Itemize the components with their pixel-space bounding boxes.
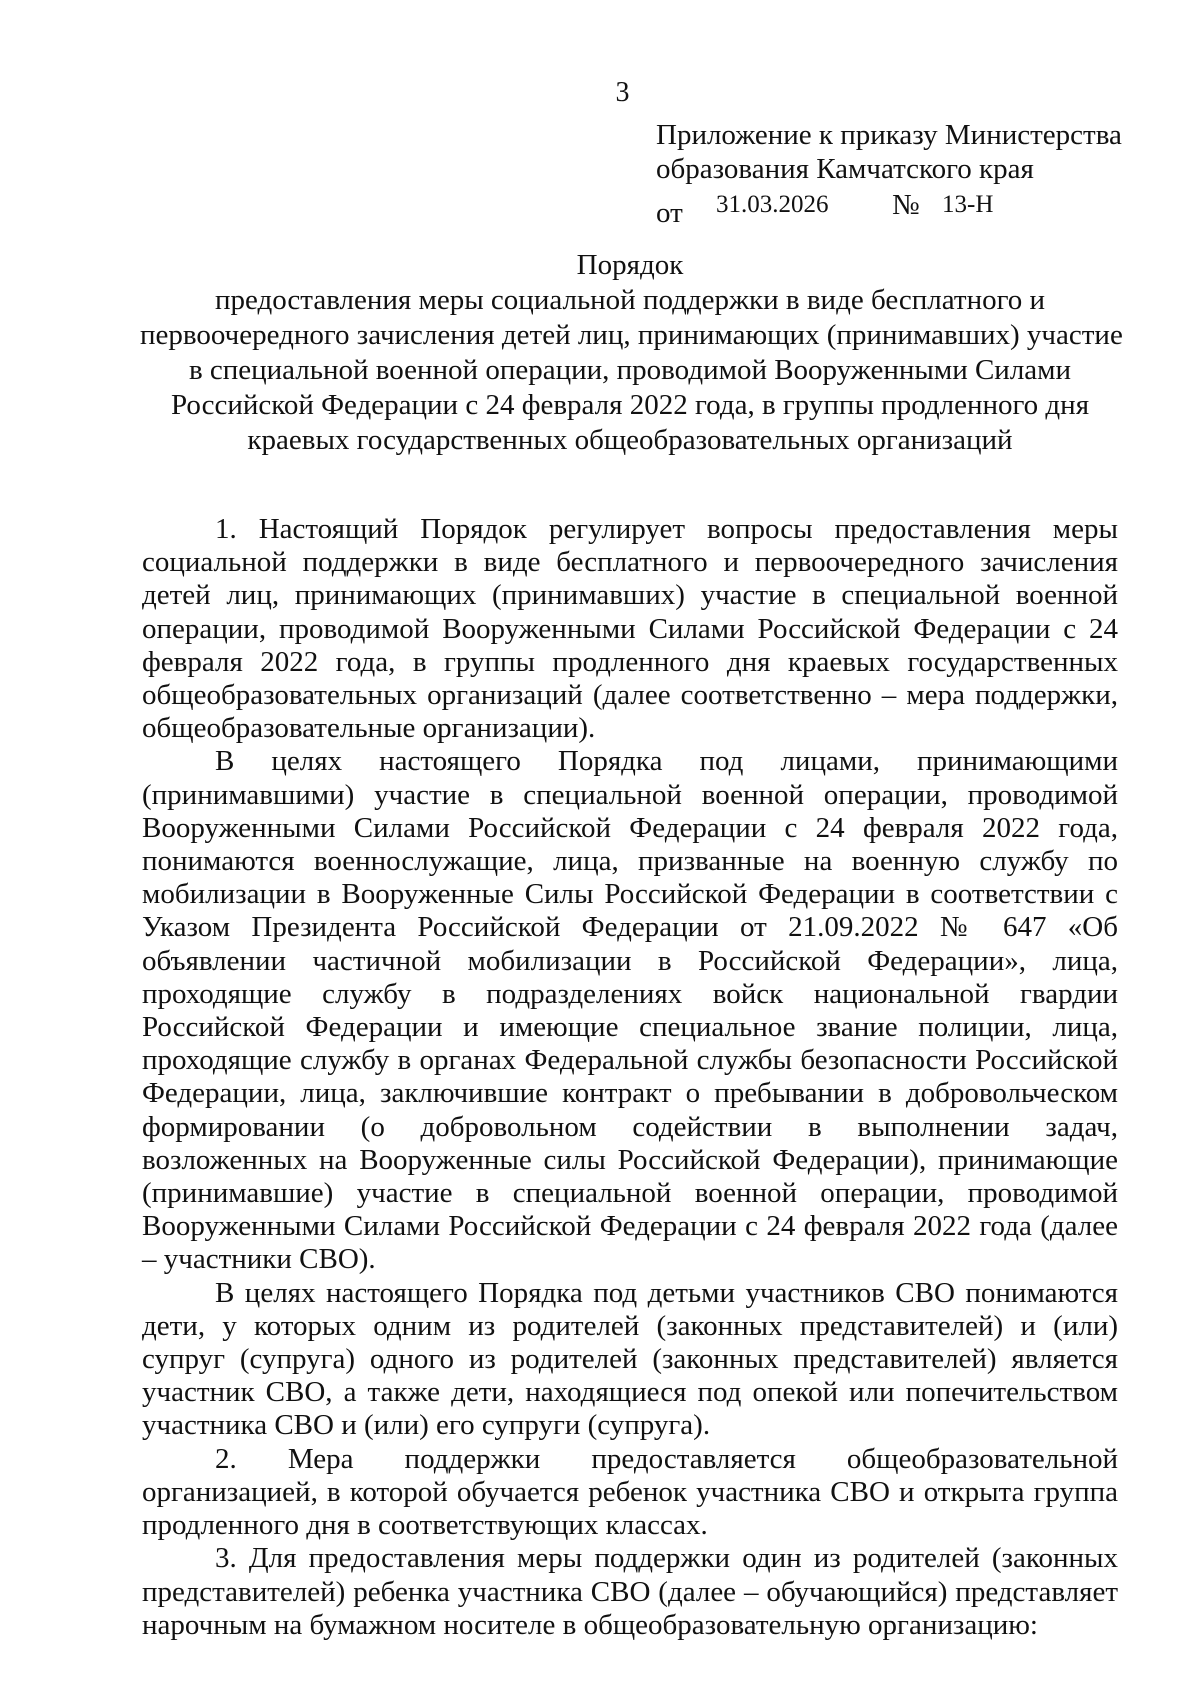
order-number-label: №	[892, 189, 920, 221]
order-date: 31.03.2026	[716, 191, 829, 218]
subtitle-line: предоставления меры социальной поддержки в виде бесплатного и	[214, 284, 1046, 316]
paragraph-definition-participants: В целях настоящего Порядка под лицами, принимающими (принимавшими) участие в специальной военной операции, проводимой Вооруженными Силами Российской Федерации с 24 февраля 2022 года, понимаются военнослужащие, лица, призванные на военную службу по мобилизации в Вооруженные Силы Российской Федерации в соответствии с Указом Президента Российской Федерации от 21.09.2022 № 647 «Об объявлении частичной мобилизации в Российской Федерации», лица, проходящие службу в подразделениях войск национальной гвардии Российской Федерации и имеющие специальное звание полиции, лица, проходящие службу в органах Федеральной службы безопасности Российской Федерации, лица, заключившие контракт о пребывании в добровольческом формировании (о добровольном содействии в выполнении задач, возложенных на Вооруженные силы Российской Федерации), принимающие (принимавшие) участие в специальной военной операции, проводимой Вооруженными Силами Российской Федерации с 24 февраля 2022 года (далее – участники СВО).	[142, 745, 1118, 1276]
order-from-label: от	[656, 197, 683, 229]
paragraph-definition-children: В целях настоящего Порядка под детьми участников СВО понимаются дети, у которых одним из родителей (законных представителей) и (или) супруг (супруга) одного из родителей (законных представителей) является участник СВО, а также дети, находящиеся под опекой или попечительством участника СВО и (или) его супруги (супруга).	[142, 1276, 1118, 1442]
document-body	[142, 513, 1118, 1642]
appendix-line-2: образования Камчатского края	[656, 153, 1034, 185]
order-reference	[656, 186, 1176, 229]
page-number: 3	[615, 77, 630, 108]
document-subtitle	[140, 283, 1123, 458]
appendix-line-1: Приложение к приказу Министерства	[656, 119, 1122, 151]
subtitle-line: в специальной военной операции, проводимой Вооруженными Силами	[188, 354, 1072, 386]
document-title: Порядок	[576, 249, 684, 281]
subtitle-line: первоочередного зачисления детей лиц, принимающих (принимавших) участие	[140, 319, 1123, 351]
order-number: 13-Н	[942, 191, 994, 218]
paragraph-3: 3. Для предоставления меры поддержки один из родителей (законных представителей) ребенка участника СВО (далее – обучающийся) представляет нарочным на бумажном носителе в общеобразовательную организацию:	[142, 1542, 1118, 1641]
appendix-header	[656, 118, 1176, 229]
subtitle-line: краевых государственных общеобразовательных организаций	[247, 424, 1013, 456]
paragraph-1: 1. Настоящий Порядок регулирует вопросы предоставления меры социальной поддержки в виде бесплатного и первоочередного зачисления детей лиц, принимающих (принимавших) участие в специальной военной операции, проводимой Вооруженными Силами Российской Федерации с 24 февраля 2022 года, в группы продленного дня краевых государственных общеобразовательных организаций (далее соответственно – мера поддержки, общеобразовательные организации).	[142, 513, 1118, 745]
subtitle-line: Российской Федерации с 24 февраля 2022 года, в группы продленного дня	[170, 389, 1090, 421]
paragraph-2: 2. Мера поддержки предоставляется общеобразовательной организацией, в которой обучается ребенок участника СВО и открыта группа продленного дня в соответствующих классах.	[142, 1442, 1118, 1542]
